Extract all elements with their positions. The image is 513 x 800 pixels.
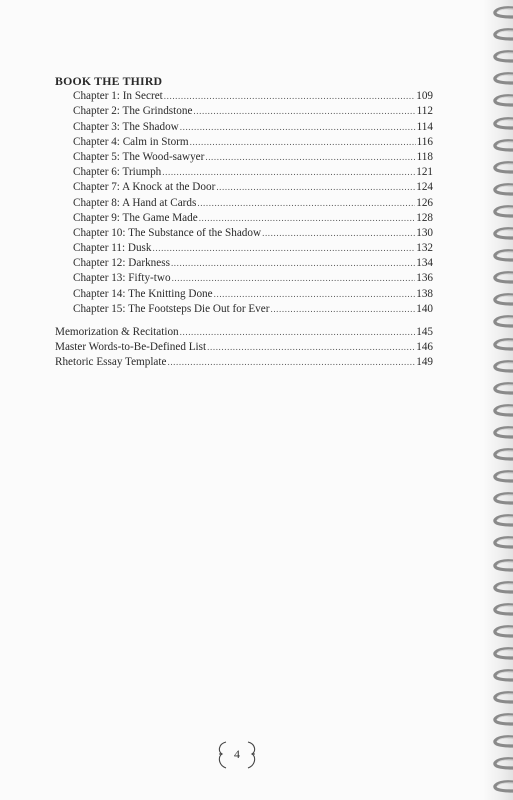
section-heading: BOOK THE THIRD <box>55 74 163 88</box>
toc-appendix-entry <box>55 355 433 370</box>
binding-coil <box>489 536 513 549</box>
entry-page-number: 132 <box>416 242 433 255</box>
entry-title: Chapter 5: The Wood-sawyer <box>73 150 205 163</box>
entry-title: Chapter 2: The Grindstone <box>73 105 193 118</box>
entry-title: Chapter 3: The Shadow <box>73 120 179 133</box>
entry-page-number: 136 <box>416 272 433 285</box>
dot-leader <box>172 271 416 286</box>
binding-coil <box>489 94 513 107</box>
binding-coil <box>489 249 513 262</box>
entry-page-number: 130 <box>416 226 433 239</box>
toc-chapter-entry <box>55 104 433 119</box>
toc-chapter-entry <box>55 287 433 302</box>
entry-page-number: 149 <box>416 356 433 369</box>
toc-chapter-entry <box>55 120 433 135</box>
toc-chapter-entry <box>55 89 433 104</box>
entry-page-number: 134 <box>416 257 433 270</box>
entry-title: Chapter 14: The Knitting Done <box>73 287 213 300</box>
toc-chapter-entry <box>55 226 433 241</box>
binding-coil <box>489 404 513 417</box>
binding-coil <box>489 28 513 41</box>
dot-leader <box>171 256 415 271</box>
dot-leader <box>214 287 416 302</box>
binding-coil <box>489 72 513 85</box>
entry-title: Chapter 13: Fifty-two <box>73 272 171 285</box>
dot-leader <box>262 226 415 241</box>
binding-coil <box>489 669 513 682</box>
entry-page-number: 140 <box>416 302 433 315</box>
binding-coil <box>489 713 513 726</box>
entry-page-number: 112 <box>416 105 433 118</box>
entry-page-number: 126 <box>416 196 433 209</box>
entry-title: Chapter 6: Triumph <box>73 166 162 179</box>
binding-coil <box>489 559 513 572</box>
toc-chapter-entry <box>55 211 433 226</box>
toc-chapter-entry <box>55 241 433 256</box>
toc-chapter-entry <box>55 271 433 286</box>
entry-title: Chapter 1: In Secret <box>73 90 163 103</box>
binding-coil <box>489 625 513 638</box>
entry-page-number: 118 <box>416 150 433 163</box>
dot-leader <box>270 302 415 317</box>
entry-page-number: 114 <box>416 120 433 133</box>
binding-coil <box>489 470 513 483</box>
entry-title: Rhetoric Essay Template <box>55 356 167 369</box>
table-of-contents <box>55 74 433 371</box>
chapter-list <box>55 89 433 317</box>
dot-leader <box>167 355 415 370</box>
dot-leader <box>207 340 415 355</box>
binding-coil <box>489 139 513 152</box>
binding-coil <box>489 315 513 328</box>
binding-coil <box>489 647 513 660</box>
dot-leader <box>205 150 415 165</box>
entry-page-number: 121 <box>416 166 433 179</box>
entry-page-number: 138 <box>416 287 433 300</box>
entry-title: Chapter 15: The Footsteps Die Out for Ever <box>73 302 270 315</box>
toc-appendix-entry <box>55 340 433 355</box>
binding-coil <box>489 514 513 527</box>
binding-coil <box>489 757 513 770</box>
binding-coil <box>489 338 513 351</box>
entry-title: Memorization & Recitation <box>55 326 179 339</box>
appendix-list <box>55 325 433 371</box>
toc-chapter-entry <box>55 196 433 211</box>
entry-page-number: 116 <box>416 135 433 148</box>
binding-coil <box>489 492 513 505</box>
binding-coil <box>489 117 513 130</box>
toc-chapter-entry <box>55 135 433 150</box>
binding-coil <box>489 691 513 704</box>
toc-chapter-entry <box>55 180 433 195</box>
entry-title: Chapter 10: The Substance of the Shadow <box>73 226 262 239</box>
binding-coil <box>489 780 513 793</box>
binding-coil <box>489 271 513 284</box>
binding-coil <box>489 448 513 461</box>
dot-leader <box>164 89 415 104</box>
entry-title: Chapter 4: Calm in Storm <box>73 135 189 148</box>
binding-coil <box>489 293 513 306</box>
page-number: 4 <box>234 747 240 761</box>
dot-leader <box>190 135 416 150</box>
binding-coil <box>489 426 513 439</box>
dot-leader <box>199 211 416 226</box>
entry-page-number: 146 <box>416 341 433 354</box>
entry-page-number: 128 <box>416 211 433 224</box>
entry-title: Chapter 12: Darkness <box>73 257 170 270</box>
dot-leader <box>180 325 416 340</box>
entry-title: Master Words-to-Be-Defined List <box>55 341 207 354</box>
spiral-binding-icon <box>485 0 513 800</box>
binding-coil <box>489 735 513 748</box>
entry-title: Chapter 8: A Hand at Cards <box>73 196 197 209</box>
dot-leader <box>197 196 415 211</box>
toc-chapter-entry <box>55 150 433 165</box>
binding-coil <box>489 50 513 63</box>
entry-title: Chapter 9: The Game Made <box>73 211 198 224</box>
toc-appendix-entry <box>55 325 433 340</box>
entry-title: Chapter 11: Dusk <box>73 242 152 255</box>
entry-page-number: 109 <box>416 90 433 103</box>
binding-coil <box>489 581 513 594</box>
binding-coil <box>489 382 513 395</box>
page-number-ornament <box>212 738 262 772</box>
dot-leader <box>162 165 415 180</box>
entry-page-number: 145 <box>416 326 433 339</box>
binding-coil <box>489 205 513 218</box>
dot-leader <box>216 180 415 195</box>
toc-chapter-entry <box>55 302 433 317</box>
toc-chapter-entry <box>55 256 433 271</box>
binding-coil <box>489 161 513 174</box>
binding-coil <box>489 6 513 19</box>
binding-coil <box>489 360 513 373</box>
toc-chapter-entry <box>55 165 433 180</box>
dot-leader <box>193 104 415 119</box>
dot-leader <box>153 241 416 256</box>
dot-leader <box>180 120 416 135</box>
entry-page-number: 124 <box>416 181 433 194</box>
binding-coil <box>489 603 513 616</box>
binding-coil <box>489 227 513 240</box>
entry-title: Chapter 7: A Knock at the Door <box>73 181 216 194</box>
binding-coil <box>489 183 513 196</box>
